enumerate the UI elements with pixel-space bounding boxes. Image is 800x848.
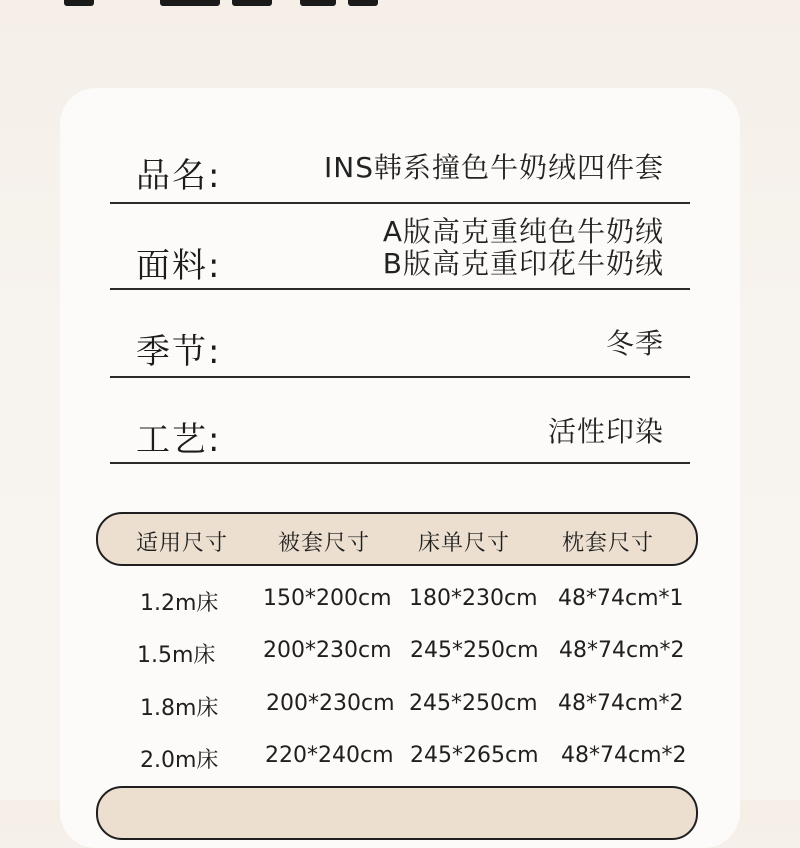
cell-duvet: 200*230cm <box>263 638 392 663</box>
info-label: 面料: <box>136 246 222 286</box>
cell-bed-size: 1.8m床 <box>140 696 219 721</box>
info-value <box>606 328 664 360</box>
table-row <box>0 743 800 779</box>
cell-pillowcase: 48*74cm*2 <box>558 691 684 716</box>
info-value-line: INS韩系撞色牛奶绒四件套 <box>324 151 664 184</box>
header-pillowcase-size: 枕套尺寸 <box>562 531 655 556</box>
cell-pillowcase: 48*74cm*2 <box>559 638 685 663</box>
info-value-line: 活性印染 <box>547 415 664 448</box>
cell-duvet: 220*240cm <box>265 743 394 768</box>
info-row-craft <box>110 378 690 464</box>
title-banner-fragment <box>64 0 94 6</box>
cell-bed-size: 1.5m床 <box>137 643 216 668</box>
cell-sheet: 180*230cm <box>409 586 538 611</box>
table-row <box>0 691 800 727</box>
info-value-line: 冬季 <box>605 327 664 360</box>
cell-bed-size: 2.0m床 <box>140 748 219 773</box>
cell-pillowcase: 48*74cm*1 <box>558 586 684 611</box>
cell-pillowcase: 48*74cm*2 <box>561 743 687 768</box>
table-row <box>0 638 800 674</box>
info-value <box>383 216 664 280</box>
info-row-name <box>110 138 690 204</box>
info-label: 品名: <box>136 156 222 196</box>
info-label: 工艺: <box>136 420 222 460</box>
next-section-pill <box>96 786 698 840</box>
title-banner-fragment <box>300 0 336 6</box>
header-sheet-size: 床单尺寸 <box>418 531 511 556</box>
cell-bed-size: 1.2m床 <box>140 591 219 616</box>
title-banner-fragment <box>232 0 272 6</box>
info-value <box>324 152 664 184</box>
header-duvet-size: 被套尺寸 <box>278 531 371 556</box>
cell-sheet: 245*250cm <box>409 691 538 716</box>
info-label: 季节: <box>136 332 222 372</box>
size-table-header <box>96 512 698 566</box>
info-row-season <box>110 290 690 378</box>
info-row-fabric <box>110 204 690 290</box>
info-value <box>548 416 664 448</box>
cell-duvet: 200*230cm <box>266 691 395 716</box>
cell-sheet: 245*250cm <box>410 638 539 663</box>
header-applicable-size: 适用尺寸 <box>136 531 229 556</box>
info-value-line: B版高克重印花牛奶绒 <box>382 247 664 280</box>
info-value-line: A版高克重纯色牛奶绒 <box>382 215 664 248</box>
title-banner-fragment <box>348 0 378 6</box>
cell-sheet: 245*265cm <box>410 743 539 768</box>
table-row <box>0 586 800 622</box>
title-banner-fragment <box>160 0 220 6</box>
cell-duvet: 150*200cm <box>263 586 392 611</box>
